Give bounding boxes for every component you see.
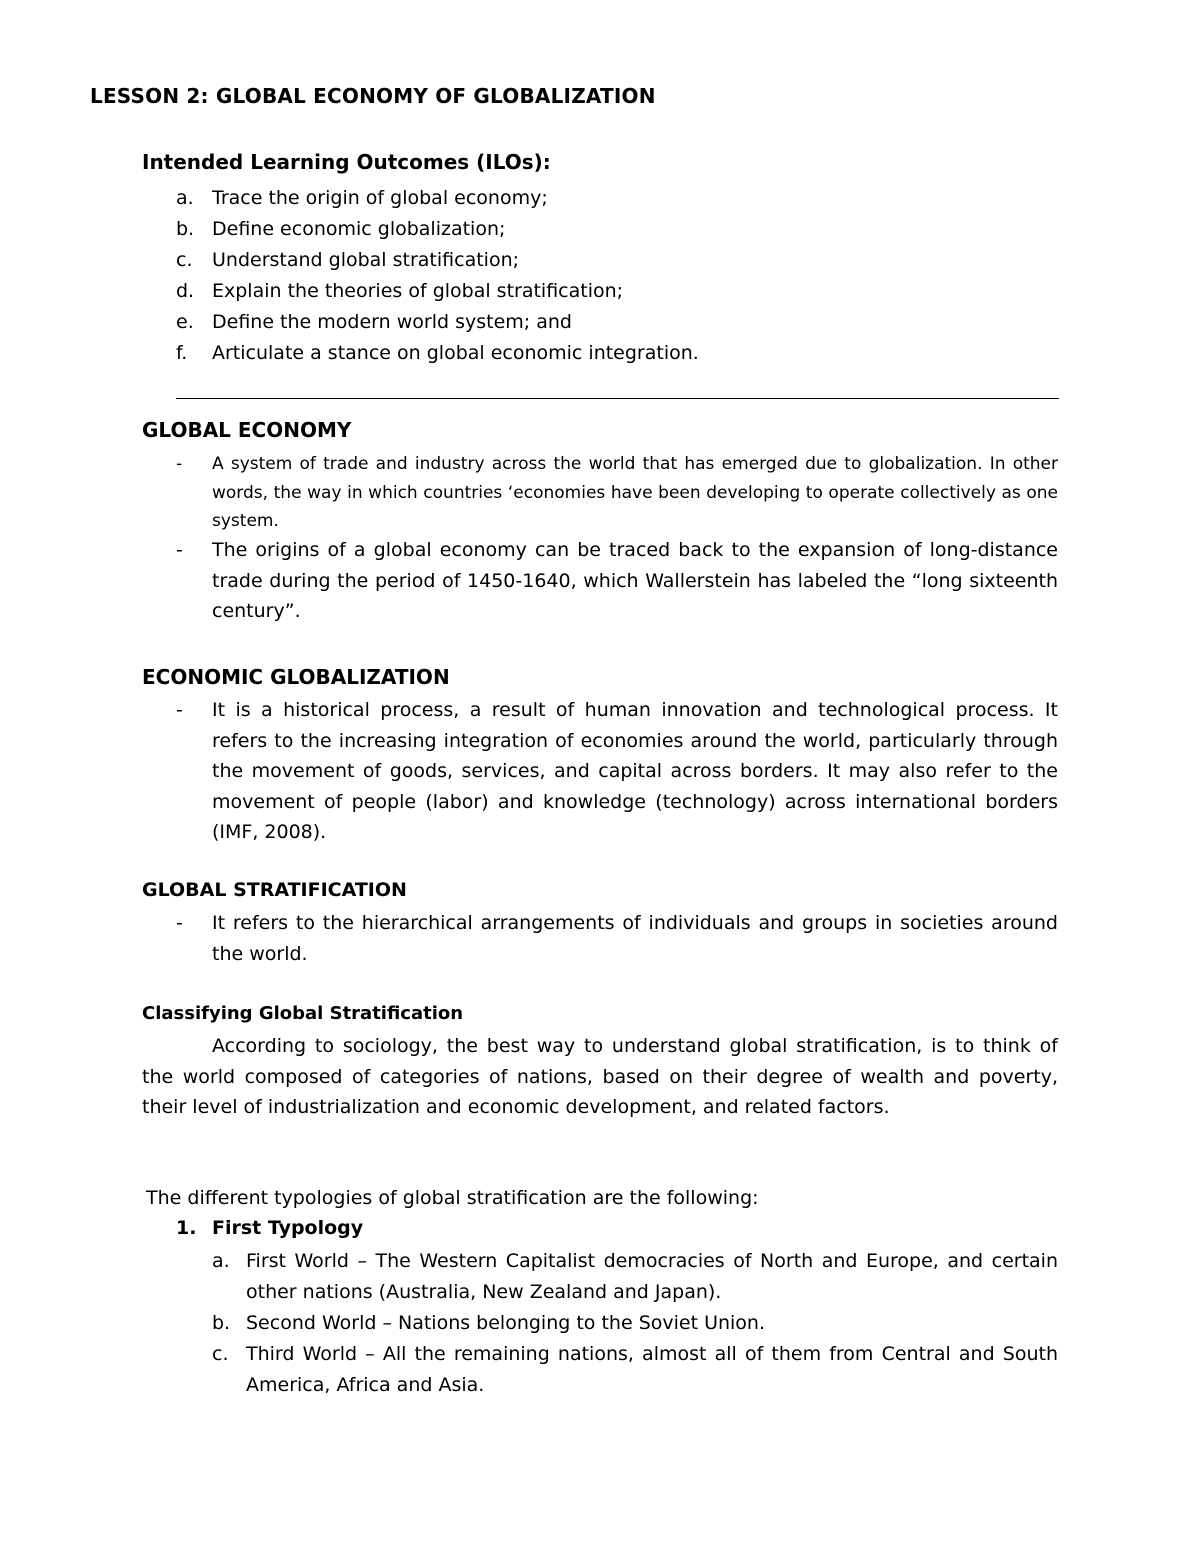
ilo-marker: d.	[176, 280, 195, 302]
ilo-item	[176, 338, 1076, 369]
economic-globalization-point	[176, 695, 1058, 848]
ilo-item	[176, 276, 1076, 307]
ilo-text: Explain the theories of global stratification;	[212, 280, 624, 302]
first-typology-heading	[176, 1217, 363, 1239]
typology-title: First Typology	[212, 1217, 364, 1239]
ilo-text: Articulate a stance on global economic integration.	[212, 342, 699, 364]
point-text: The origins of a global economy can be traced back to the expansion of long-distance trade during the period of 1450-1640, which Wallerstein has labeled the “long sixteenth century”.	[212, 539, 1058, 622]
ilo-item	[176, 307, 1076, 338]
typologies-intro: The different typologies of global stratification are the following:	[146, 1187, 759, 1209]
ilo-text: Trace the origin of global economy;	[212, 187, 548, 209]
lesson-title: LESSON 2: GLOBAL ECONOMY OF GLOBALIZATION	[90, 84, 656, 108]
typology-item	[212, 1308, 1058, 1339]
section-divider	[176, 398, 1059, 399]
global-economy-heading: GLOBAL ECONOMY	[142, 418, 352, 442]
ilo-item	[176, 245, 1076, 276]
typology-marker: a.	[212, 1250, 230, 1272]
global-stratification-heading: GLOBAL STRATIFICATION	[142, 879, 407, 901]
typology-marker: c.	[212, 1343, 229, 1365]
global-stratification-point	[176, 908, 1058, 969]
global-economy-point	[176, 450, 1058, 536]
ilo-list	[176, 183, 1076, 369]
global-economy-point	[176, 535, 1058, 627]
classifying-heading: Classifying Global Stratification	[142, 1003, 464, 1024]
ilo-text: Define the modern world system; and	[212, 311, 572, 333]
ilo-marker: e.	[176, 311, 194, 333]
dash-bullet: -	[176, 454, 183, 474]
typology-text: Second World – Nations belonging to the Soviet Union.	[246, 1312, 766, 1334]
ilo-text: Define economic globalization;	[212, 218, 506, 240]
ilo-item	[176, 214, 1076, 245]
ilo-marker: a.	[176, 187, 194, 209]
ilo-text: Understand global stratification;	[212, 249, 520, 271]
ilo-marker: c.	[176, 249, 193, 271]
dash-bullet: -	[176, 699, 183, 721]
typology-item	[212, 1246, 1058, 1308]
ilo-marker: b.	[176, 218, 195, 240]
point-text: A system of trade and industry across the world that has emerged due to globalization. In other words, the way in which countries ‘economies have been developing to operate collectively as one system.	[212, 454, 1058, 531]
typology-item	[212, 1339, 1058, 1401]
classifying-paragraph: According to sociology, the best way to understand global stratification, is to think of the world composed of categories of nations, based on their degree of wealth and poverty, their level of industrialization and economic development, and related factors.	[142, 1035, 1058, 1118]
ilo-item	[176, 183, 1076, 214]
typology-text: First World – The Western Capitalist democracies of North and Europe, and certain other nations (Australia, New Zealand and Japan).	[246, 1250, 1058, 1303]
typology-text: Third World – All the remaining nations, almost all of them from Central and South America, Africa and Asia.	[246, 1343, 1058, 1396]
point-text: It refers to the hierarchical arrangements of individuals and groups in societies around the world.	[212, 912, 1058, 965]
typology-number: 1.	[176, 1217, 197, 1239]
economic-globalization-heading: ECONOMIC GLOBALIZATION	[142, 665, 450, 689]
dash-bullet: -	[176, 539, 183, 561]
ilo-heading: Intended Learning Outcomes (ILOs):	[142, 150, 551, 174]
ilo-marker: f.	[176, 342, 188, 364]
point-text: It is a historical process, a result of human innovation and technological process. It refers to the increasing integration of economies around the world, particularly through the movement of goods, services, and capital across borders. It may also refer to the movement of people (labor) and knowledge (technology) across international borders (IMF, 2008).	[212, 699, 1058, 843]
first-typology-list	[212, 1246, 1058, 1401]
typology-marker: b.	[212, 1312, 231, 1334]
dash-bullet: -	[176, 912, 183, 934]
